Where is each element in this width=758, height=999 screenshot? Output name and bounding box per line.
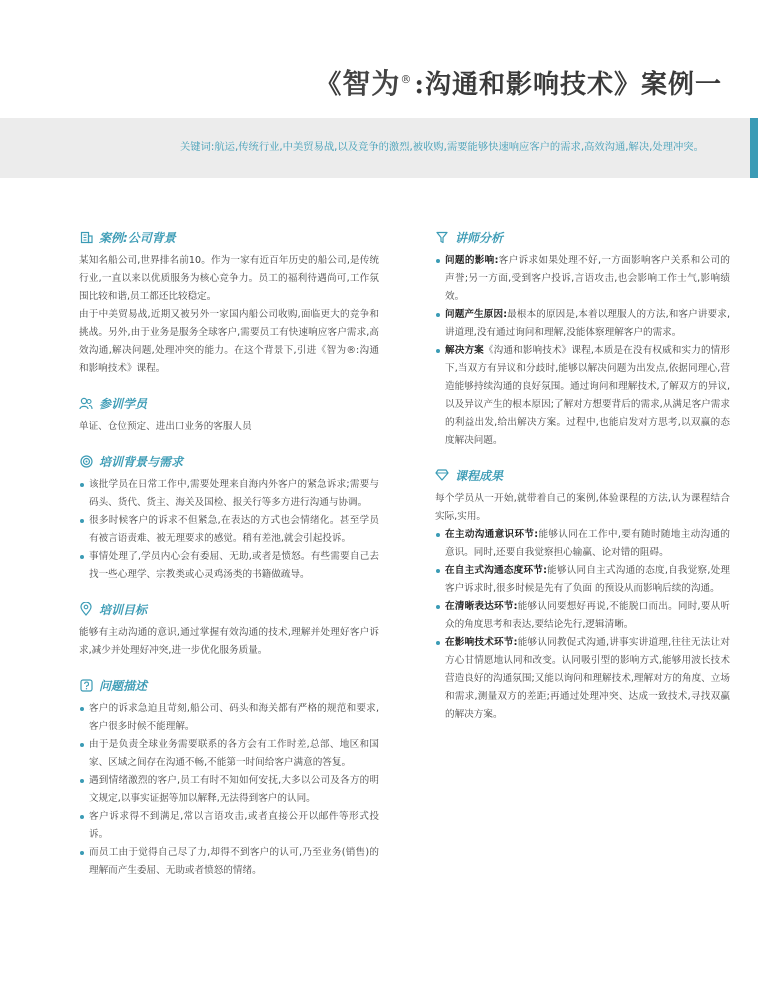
bullet-list (435, 252, 730, 450)
list-item: 很多时候客户的诉求不但紧急,在表达的方式也会情绪化。甚至学员有被言语责难、被无理要求的感觉。稍有差池,就会引起投诉。 (79, 512, 379, 548)
section-header (79, 226, 379, 248)
bullet-list (79, 700, 379, 880)
page-title (0, 62, 722, 102)
section-header (79, 598, 379, 620)
section-results (435, 464, 730, 724)
section-heading: 讲师分析 (455, 230, 504, 245)
people-icon (79, 396, 93, 410)
funnel-icon (435, 230, 449, 244)
section-heading: 培训背景与需求 (99, 454, 184, 469)
diamond-icon (435, 468, 449, 482)
section-background (79, 226, 379, 378)
paragraph: 每个学员从一开始,就带着自己的案例,体验课程的方法,认为课程结合实际,实用。 (435, 493, 730, 522)
list-item: 事情处理了,学员内心会有委屈、无助,或者是愤怒。有些需要自己去找一些心理学、宗教类或心灵鸡汤类的书籍做疏导。 (79, 548, 379, 584)
list-item: 而员工由于觉得自己尽了力,却得不到客户的认可,乃至业务(销售)的理解而产生委屈、无助或者愤怒的情绪。 (79, 844, 379, 880)
paragraph: 某知名船公司,世界排名前10。作为一家有近百年历史的船公司,是传统行业,一直以来以优质服务为核心竞争力。员工的福利待遇尚可,工作氛围比较和谐,员工都还比较稳定。 (79, 255, 379, 302)
item-text: 能够认同要想好再说,不能脱口而出。同时,要从听众的角度思考和表达,要结论先行,逻辑清晰。 (445, 601, 730, 630)
list-item (435, 634, 730, 724)
keyword-band (0, 118, 758, 178)
paragraph: 单证、仓位预定、进出口业务的客服人员 (79, 421, 252, 432)
list-item: 由于是负责全球业务需要联系的各方会有工作时差,总部、地区和国家、区域之间存在沟通不畅,不能第一时间给客户满意的答复。 (79, 736, 379, 772)
item-text: 能够认同自主式沟通的态度,自我觉察,处理客户诉求时,很多时候是先有了负面 的预设从而影响后续的沟通。 (445, 565, 730, 594)
target-icon (79, 454, 93, 468)
list-item (435, 562, 730, 598)
section-header (435, 226, 730, 248)
location-pin-icon (79, 602, 93, 616)
section-header (79, 674, 379, 696)
item-text: 《沟通和影响技术》课程,本质是在没有权威和实力的情形下,当双方有异议和分歧时,能够以解决问题为出发点,依据同理心,营造能够持续沟通的良好氛围。通过询问和理解技术,了解双方的异议,以及异议产生的根本原因;了解对方想要背后的需求,从满足客户需求的利益出发,给出解决方案。过程中,也能启发对方思考,以双赢的态度解决问题。 (445, 345, 730, 446)
registered-mark: ® (400, 73, 413, 87)
left-column (79, 226, 379, 892)
section-attendees (79, 392, 379, 436)
item-label: 问题的影响: (445, 255, 499, 266)
question-icon (79, 678, 93, 692)
section-heading: 案例:公司背景 (99, 230, 176, 245)
paragraph: 由于中美贸易战,近期又被另外一家国内船公司收购,面临更大的竞争和挑战。另外,由于业务是服务全球客户,需要员工有快速响应客户需求,高效沟通,解决问题,处理冲突的能力。在这个背景下,引进《智为®:沟通和影响技术》课程。 (79, 309, 379, 374)
right-column (435, 226, 730, 736)
list-item (435, 526, 730, 562)
section-header (79, 450, 379, 472)
accent-bar (750, 118, 758, 178)
section-header (435, 464, 730, 486)
list-item: 客户诉求得不到满足,常以言语攻击,或者直接公开以邮件等形式投诉。 (79, 808, 379, 844)
section-analysis (435, 226, 730, 450)
section-goal (79, 598, 379, 660)
list-item (435, 252, 730, 306)
title-text: :沟通和影响技术》案例一 (414, 70, 722, 100)
list-item: 遇到情绪激烈的客户,员工有时不知如何安抚,大多以公司及各方的明文规定,以事实证据等加以解释,无法得到客户的认同。 (79, 772, 379, 808)
brand-logo: 智为 (342, 67, 401, 100)
item-label: 问题产生原因: (445, 309, 508, 320)
section-heading: 问题描述 (99, 678, 148, 693)
title-open-bracket: 《 (315, 70, 343, 100)
list-item (435, 342, 730, 450)
item-label: 在主动沟通意识环节: (445, 529, 539, 540)
list-item (435, 598, 730, 634)
section-heading: 课程成果 (455, 468, 504, 483)
item-text: 客户诉求如果处理不好,一方面影响客户关系和公司的声誉;另一方面,受到客户投诉,言语攻击,也会影响工作士气,影响绩效。 (445, 255, 730, 302)
item-label: 在清晰表达环节: (445, 601, 518, 612)
bullet-list (435, 526, 730, 724)
item-label: 在自主式沟通态度环节: (445, 565, 547, 576)
list-item (435, 306, 730, 342)
section-heading: 培训目标 (99, 602, 148, 617)
item-label: 解决方案 (445, 345, 484, 356)
item-label: 在影响技术环节: (445, 637, 518, 648)
paragraph: 能够有主动沟通的意识,通过掌握有效沟通的技术,理解并处理好客户诉求,减少并处理好冲突,进一步优化服务质量。 (79, 627, 379, 656)
list-item: 该批学员在日常工作中,需要处理来自海内外客户的紧急诉求;需要与码头、货代、货主、海关及国检、报关行等多方进行沟通与协调。 (79, 476, 379, 512)
item-text: 最根本的原因是,本着以理服人的方法,和客户讲要求,讲道理,没有通过询问和理解,没能体察理解客户的需求。 (445, 309, 730, 338)
list-item: 客户的诉求急迫且苛刻,船公司、码头和海关都有严格的规范和要求,客户很多时候不能理解。 (79, 700, 379, 736)
section-heading: 参训学员 (99, 396, 148, 411)
bullet-list (79, 476, 379, 584)
item-text: 能够认同教促式沟通,讲事实讲道理,往往无法让对方心甘情愿地认同和改变。认同吸引型的影响方式,能够用波长技术营造良好的沟通氛围;又能以询问和理解技术,理解对方的角度、立场和需求,测量双方的差距;再通过处理冲突、达成一致技术,寻找双赢的解决方案。 (445, 637, 730, 720)
keywords-text: 关键词:航运,传统行业,中美贸易战,以及竞争的激烈,被收购,需要能够快速响应客户的需求,高效沟通,解决,处理冲突。 (180, 141, 704, 153)
section-needs (79, 450, 379, 584)
section-header (79, 392, 379, 414)
item-text: 能够认同在工作中,要有随时随地主动沟通的意识。同时,还要自我觉察担心输赢、论对错的阻碍。 (445, 529, 730, 558)
building-icon (79, 230, 93, 244)
section-problem (79, 674, 379, 880)
